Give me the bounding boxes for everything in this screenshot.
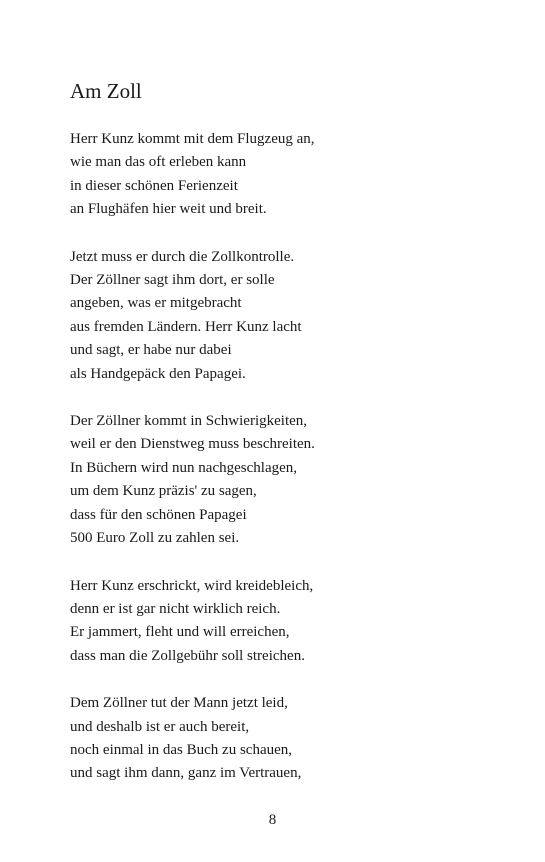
stanza-3: [70, 410, 315, 550]
poem-line: in dieser schönen Ferienzeit: [70, 177, 238, 194]
poem-line: Dem Zöllner tut der Mann jetzt leid,: [70, 695, 288, 712]
poem-line: 500 Euro Zoll zu zahlen sei.: [70, 530, 240, 547]
poem-body: [70, 128, 315, 810]
poem-line: Herr Kunz erschrickt, wird kreidebleich,: [70, 577, 314, 594]
poem-line: Der Zöllner sagt ihm dort, er solle: [70, 272, 275, 289]
poem-line: noch einmal in das Buch zu schauen,: [70, 741, 293, 758]
stanza-1: [70, 128, 315, 222]
page-number: 8: [268, 812, 277, 828]
poem-line: denn er ist gar nicht wirklich reich.: [70, 600, 281, 617]
poem-line: weil er den Dienstweg muss beschreiten.: [70, 436, 315, 453]
poem-line: und deshalb ist er auch bereit,: [70, 718, 250, 735]
poem-line: angeben, was er mitgebracht: [70, 295, 242, 312]
poem-line: und sagt ihm dann, ganz im Vertrauen,: [70, 765, 302, 782]
poem-line: wie man das oft erleben kann: [70, 154, 247, 171]
poem-line: dass man die Zollgebühr soll streichen.: [70, 647, 305, 664]
poem-line: In Büchern wird nun nachgeschlagen,: [70, 459, 298, 476]
poem-line: Der Zöllner kommt in Schwierigkeiten,: [70, 413, 308, 430]
poem-line: aus fremden Ländern. Herr Kunz lacht: [70, 318, 302, 335]
poem-line: dass für den schönen Papagei: [70, 506, 247, 523]
poem-line: als Handgepäck den Papagei.: [70, 365, 246, 382]
poem-line: an Flughäfen hier weit und breit.: [70, 201, 267, 218]
poem-line: Jetzt muss er durch die Zollkontrolle.: [70, 248, 295, 265]
stanza-2: [70, 246, 315, 386]
poem-line: Er jammert, fleht und will erreichen,: [70, 624, 290, 641]
poem-line: und sagt, er habe nur dabei: [70, 342, 232, 359]
poem-title: Am Zoll: [70, 79, 142, 103]
poem-line: Herr Kunz kommt mit dem Flugzeug an,: [70, 131, 315, 147]
stanza-4: [70, 575, 315, 669]
poem-line: um dem Kunz präzis' zu sagen,: [70, 483, 257, 500]
stanza-5: [70, 692, 315, 786]
